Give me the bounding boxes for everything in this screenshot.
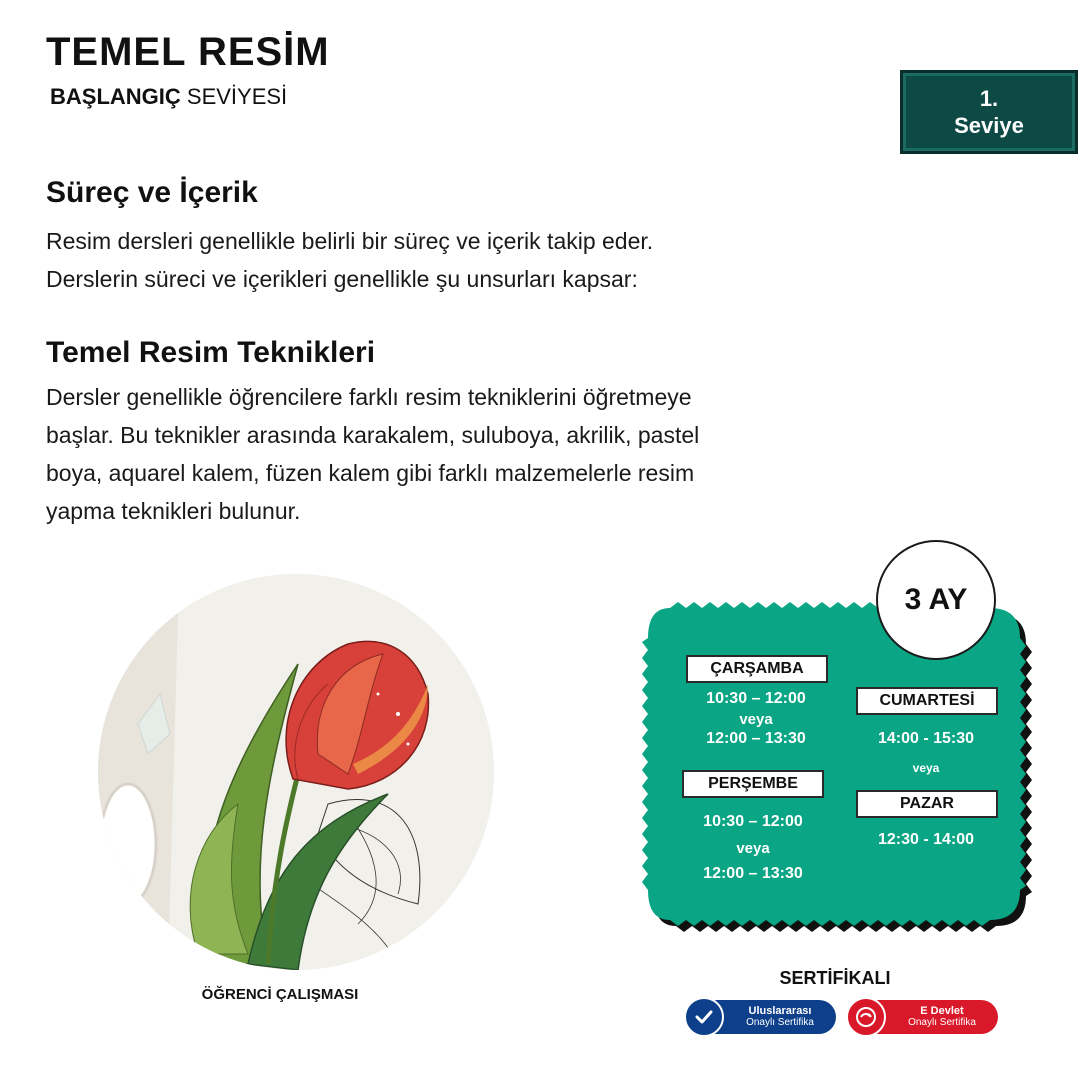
schedule-panel [640,600,1030,940]
page-subtitle [50,84,287,110]
thursday-slot-2: 12:00 – 13:30 [703,865,803,882]
international-cert-line2: Onaylı Sertifika [746,1017,814,1028]
checkmark-icon [684,997,724,1037]
day-wednesday: ÇARŞAMBA [686,655,828,683]
edevlet-logo-icon [846,997,886,1037]
section-text-techniques [46,378,836,530]
thursday-or: veya [736,840,770,857]
wednesday-or: veya [739,711,773,728]
text-line: Derslerin süreci ve içerikleri genellikle şu unsurları kapsar: [46,266,638,292]
duration-badge: 3 AY [876,540,996,660]
wednesday-slot-2: 12:00 – 13:30 [706,730,806,747]
level-badge [900,70,1078,154]
day-sunday: PAZAR [856,790,998,818]
edevlet-certificate-badge [848,1000,998,1034]
section-text-process [46,222,836,298]
certificates-title: SERTİFİKALI [779,968,891,988]
text-line: yapma teknikleri bulunur. [46,498,301,524]
text-line: Dersler genellikle öğrencilere farklı resim tekniklerini öğretmeye [46,384,692,410]
tulip-illustration [98,574,494,970]
text-line: başlar. Bu teknikler arasında karakalem, suluboya, akrilik, pastel [46,422,700,448]
text-line: boya, aquarel kalem, füzen kalem gibi farklı malzemelerle resim [46,460,695,486]
edevlet-cert-line1: E Devlet [920,1005,964,1017]
section-heading-process: Süreç ve İçerik [46,176,258,209]
edevlet-cert-line2: Onaylı Sertifika [908,1017,976,1028]
subtitle-level: BAŞLANGIÇ [50,84,181,109]
text-line: Resim dersleri genellikle belirli bir süreç ve içerik takip eder. [46,228,654,254]
international-certificate-badge [686,1000,836,1034]
day-saturday: CUMARTESİ [856,687,998,715]
saturday-slot-1: 14:00 - 15:30 [877,730,975,747]
thursday-slot-1: 10:30 – 12:00 [703,813,803,830]
section-heading-techniques: Temel Resim Teknikleri [46,336,376,369]
photo-caption: ÖĞRENCİ ÇALIŞMASI [201,986,359,1003]
saturday-or: veya [912,761,940,775]
wednesday-slot-1: 10:30 – 12:00 [706,690,806,707]
day-thursday: PERŞEMBE [682,770,824,798]
page-title: TEMEL RESİM [46,30,330,74]
international-cert-line1: Uluslararası [748,1005,812,1017]
sunday-slot-1: 12:30 - 14:00 [877,831,975,848]
level-label: Seviye [954,113,1024,138]
student-artwork-photo [98,574,494,970]
level-number: 1. [979,86,999,111]
subtitle-rest: SEVİYESİ [180,84,288,109]
